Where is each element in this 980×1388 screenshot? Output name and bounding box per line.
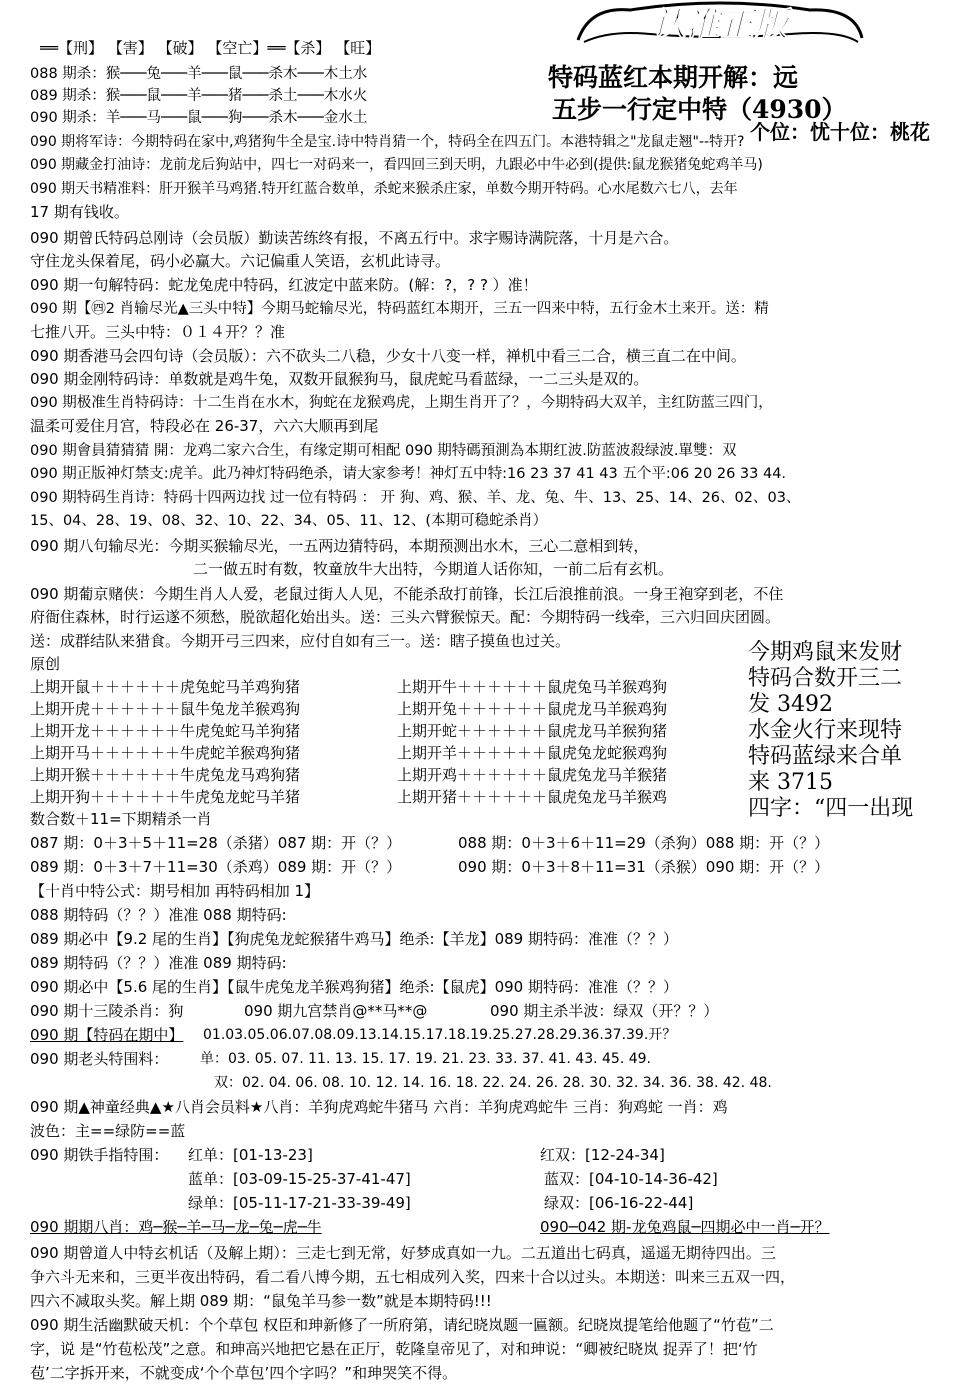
eight-zodiac: 090 期期八肖：鸡─猴─羊─马─龙─兔─虎─牛 xyxy=(30,1218,322,1236)
text-line: 090 期必中【5.6 尾的生肖】【鼠牛虎兔龙羊猴鸡狗猪】绝杀:【鼠虎】090 期特码：准准（？？） xyxy=(30,978,678,996)
text-line: 090 期曾道人中特玄机话（及解上期）：三走七到无常，好梦成真如一九。二五道出七码真，遥遥无期待四出。三 xyxy=(30,1244,776,1262)
table-right-row: 上期开牛＋＋＋＋＋＋鼠虎兔马羊猴鸡狗 xyxy=(397,678,668,696)
text-line: 苞’二字拆开来，不就变成‘个个草包’四个字吗？”和珅哭笑不得。 xyxy=(30,1364,458,1382)
tie-blue-double: 蓝双：[04-10-14-36-42] xyxy=(544,1170,718,1188)
table-right-row: 上期开兔＋＋＋＋＋＋鼠虎龙马羊猴鸡狗 xyxy=(397,700,668,718)
table-left-row: 上期开虎＋＋＋＋＋＋鼠牛兔龙羊猴鸡狗 xyxy=(30,700,301,718)
text-line: 七推八开。三头中特：０１４开？？准 xyxy=(30,323,286,341)
shentong-line: 090 期▲神童经典▲★八肖会员料★八肖：羊狗虎鸡蛇牛猪马 六肖：羊狗虎鸡蛇牛 三肖：狗鸡蛇 一肖：鸡 xyxy=(30,1098,728,1116)
text-line: 送：成群结队来猎食。今期开弓三四来，应付自如有三一。送：瞎子摸鱼也过关。 xyxy=(30,632,571,650)
jiugong-ban: 090 期九宫禁肖@**马**@ xyxy=(244,1002,428,1020)
main-kill-wave: 090 期主杀半波：绿双（开？？） xyxy=(490,1002,719,1020)
text-line: 二一做五时有数，牧童放牛大出特，今期道人话你知，一前二后有玄机。 xyxy=(193,560,674,578)
text-line: 【十肖中特公式：期号相加 再特码相加 1】 xyxy=(30,882,320,900)
text-line: 090 期【㊃2 肖输尽光▲三头中特】今期马蛇输尽光，特码蓝红本期开，三五一四来中特，五行金木土来开。送：精 xyxy=(30,301,769,317)
text-line: 090 期一句解特码：蛇龙兔虎中特码，红波定中蓝来防。(解：?，? ? ）准！ xyxy=(30,276,538,294)
logo-text: 认准正版 xyxy=(652,5,788,45)
four-period: 090─042 期-龙兔鸡鼠─四期必中一肖─开？ xyxy=(540,1218,830,1236)
right-box-line: 特码合数开三二 xyxy=(748,666,903,691)
text-line: 090 期金刚特码诗：单数就是鸡牛兔，双数开鼠猴狗马，鼠虎蛇马看蓝绿，一二三头是双的。 xyxy=(30,370,649,388)
bose-line: 波色：主==绿防==蓝 xyxy=(30,1122,186,1140)
laotou-shuang: 双：02. 04. 06. 08. 10. 12. 14. 16. 18. 22. 24. 26. 28. 30. 32. 34. 36. 38. 42. 48. xyxy=(214,1075,772,1091)
text-line: 府衙住森林，时行运遂不须愁，脱欲超化始出头。送：三头六臂猴惊天。配：今期特码一线牵，三六归回庆团圆。 xyxy=(30,608,781,626)
right-box-line: 来 3715 xyxy=(748,770,833,795)
tie-red-double: 红双：[12-24-34] xyxy=(540,1146,665,1164)
header-row: ══【刑】 【害】 【破】 【空亡】══【杀】 【旺】 xyxy=(40,39,381,57)
kill-row-088: 088 期杀：猴───兔───羊───鼠───杀木───木土水 xyxy=(30,66,368,82)
kill-row-090: 090 期杀：羊───马───鼠───狗───杀木───金水土 xyxy=(30,110,368,126)
text-line: 原创 xyxy=(30,655,61,673)
text-line: 温柔可爱住月宫，特段必在 26-37，六六大顺再到尾 xyxy=(30,417,379,435)
text-line: 089 期必中【9.2 尾的生肖】【狗虎兔龙蛇猴猪牛鸡马】绝杀:【羊龙】089 期特码：准准（？？） xyxy=(30,930,678,948)
headline-line1: 特码蓝红本期开解：远 xyxy=(548,63,799,92)
text-line: 090 期正版神灯禁支:虎羊。此乃神灯特码绝杀，请大家参考！神灯五中特:16 23 37 41 43 五个平:06 20 26 33 44. xyxy=(30,466,787,482)
logo-stamp xyxy=(570,0,870,46)
formula-row: 090 期：0＋3＋8＋11=31（杀猴）090 期：开（？） xyxy=(458,858,830,876)
text-line: 争六斗无来和，三更半夜出特码，看二看八博今期，五七相成列入奖，四来十合以过头。本期送：叫来三五双一四， xyxy=(30,1268,796,1286)
headline-line2: 五步一行定中特（4930） xyxy=(552,95,847,124)
zai-prefix: 090 期【特码在期中】 xyxy=(30,1026,184,1044)
formula-row: 089 期：0＋3＋7＋11=30（杀鸡）089 期：开（？） xyxy=(30,858,402,876)
table-right-row: 上期开羊＋＋＋＋＋＋鼠虎兔龙蛇猴鸡狗 xyxy=(397,744,668,762)
text-line: 090 期将军诗：今期特码在家中,鸡猪狗牛全是宝.诗中特肖猜一个，特码全在四五门。本港特辑之"龙鼠走翘"--特开? xyxy=(30,134,745,150)
tie-label: 090 期铁手指特围： xyxy=(30,1146,169,1164)
text-line: 090 期香港马会四句诗（会员版）：六不砍头二八稳，少女十八变一样，禅机中看三二合，横三直二在中间。 xyxy=(30,347,746,365)
text-line: 090 期葡京赌侠：今期生肖人人爱，老鼠过街人人见，不能杀敌打前锋，长江后浪推前浪。一身王袍穿到老，不住 xyxy=(30,585,784,603)
text-line: 090 期天书精准料：肝开猴羊马鸡猪.特开红蓝合数单，杀蛇来猴杀庄家，单数今期开特码。心水尾数六七八，去年 xyxy=(30,181,738,197)
table-left-row: 上期开猴＋＋＋＋＋＋牛虎兔龙马鸡狗猪 xyxy=(30,766,301,784)
laotou-dan: 单：03. 05. 07. 11. 13. 15. 17. 19. 21. 23. 33. 37. 41. 43. 45. 49. xyxy=(200,1051,651,1067)
table-right-row: 上期开蛇＋＋＋＋＋＋鼠虎龙马羊猴狗猪 xyxy=(397,722,668,740)
laotou-label: 090 期老头特围料： xyxy=(30,1050,169,1068)
text-line: 090 期特码生肖诗：特码十四两边找 过一位有特码 ： 开 狗、鸡、猴、羊、龙、兔、牛、13、25、14、26、02、03、 xyxy=(30,490,801,506)
table-right-row: 上期开鸡＋＋＋＋＋＋鼠虎兔龙马羊猴猪 xyxy=(397,766,668,784)
right-box-line: 今期鸡鼠来发财 xyxy=(748,640,903,665)
tie-blue-single: 蓝单：[03-09-15-25-37-41-47] xyxy=(188,1170,411,1188)
text-line: 088 期特码（？？）准准 088 期特码: xyxy=(30,906,287,924)
right-box-line: 特码蓝绿来合单 xyxy=(748,744,903,769)
table-left-row: 上期开龙＋＋＋＋＋＋牛虎兔蛇马羊狗猪 xyxy=(30,722,301,740)
table-right-row: 上期开猪＋＋＋＋＋＋鼠虎兔龙马羊猴鸡 xyxy=(397,788,668,806)
right-box-line: 发 3492 xyxy=(748,692,833,717)
text-line: 090 期极准生肖特码诗：十二生肖在水木，狗蛇在龙猴鸡虎，上期生肖开了？，今期特码大双羊，主红防蓝三四门， xyxy=(30,395,773,411)
text-line: 15、04、28、19、08、32、10、22、34、05、11、12、(本期可稳蛇杀肖） xyxy=(30,513,548,529)
ling-kill: 090 期十三陵杀肖：狗 xyxy=(30,1002,184,1020)
table-left-row: 上期开马＋＋＋＋＋＋牛虎蛇羊猴鸡狗猪 xyxy=(30,744,301,762)
headline-line3: 个位：忧十位：桃花 xyxy=(750,120,930,144)
right-box-line: 四字：“四一出现 xyxy=(748,796,914,821)
text-line: 090 期曾氏特码总刚诗（会员版）勤读苦练终有报，不离五行中。求字赐诗满院落，十月是六合。 xyxy=(30,229,679,247)
text-line: 090 期八句输尽光：今期买猴输尽光，一五两边猜特码，本期预测出水木，三心二意相到转， xyxy=(30,537,649,555)
text-line: 四六不减取头奖。解上期 089 期：“鼠兔羊马参一数”就是本期特码!!! xyxy=(30,1292,492,1310)
right-box-line: 水金火行来现特 xyxy=(748,718,903,743)
zai-numbers: 01.03.05.06.07.08.09.13.14.15.17.18.19.25.27.28.29.36.37.39.开？ xyxy=(203,1027,677,1043)
text-line: 090 期會員猜猜猜 開：龙鸡二家六合生，有缘定期可相配 090 期特碼預測為本期红波.防蓝波殺绿波.單雙：双 xyxy=(30,443,737,459)
table-left-row: 上期开鼠＋＋＋＋＋＋虎兔蛇马羊鸡狗猪 xyxy=(30,678,301,696)
text-line: 17 期有钱收。 xyxy=(30,203,129,221)
text-line: 字，说 是“竹苞松茂”之意。和珅高兴地把它悬在正厅，乾隆皇帝见了，对和珅说：“卿被纪晓岚 捉弄了！把‘竹 xyxy=(30,1340,758,1358)
tie-green-double: 绿双：[06-16-22-44] xyxy=(544,1194,694,1212)
formula-row: 087 期：0＋3＋5＋11=28（杀猪）087 期：开（？） xyxy=(30,834,402,852)
text-line: 090 期藏金打油诗：龙前龙后狗站中，四七一对码来一，看四回三到天明，九跟必中牛必到(提供:鼠龙猴猪兔蛇鸡羊马) xyxy=(30,157,763,173)
formula-title: 数合数＋11=下期精杀一肖 xyxy=(30,810,212,828)
text-line: 守住龙头保着尾，码小必赢大。六记偏重人笑语，玄机此诗寻。 xyxy=(30,252,451,270)
tie-red-single: 红单：[01-13-23] xyxy=(188,1146,313,1164)
tie-green-single: 绿单：[05-11-17-21-33-39-49] xyxy=(188,1194,411,1212)
table-left-row: 上期开狗＋＋＋＋＋＋牛虎兔龙蛇马羊猪 xyxy=(30,788,301,806)
kill-row-089: 089 期杀：猴───鼠───羊───猪───杀土───木水火 xyxy=(30,88,368,104)
formula-row: 088 期：0＋3＋6＋11=29（杀狗）088 期：开（？） xyxy=(458,834,830,852)
text-line: 090 期生活幽默破天机：个个草包 权臣和珅新修了一所府第，请纪晓岚题一匾额。纪晓岚提笔给他题了“竹苞”二 xyxy=(30,1316,774,1334)
text-line: 089 期特码（？？）准准 089 期特码: xyxy=(30,954,287,972)
